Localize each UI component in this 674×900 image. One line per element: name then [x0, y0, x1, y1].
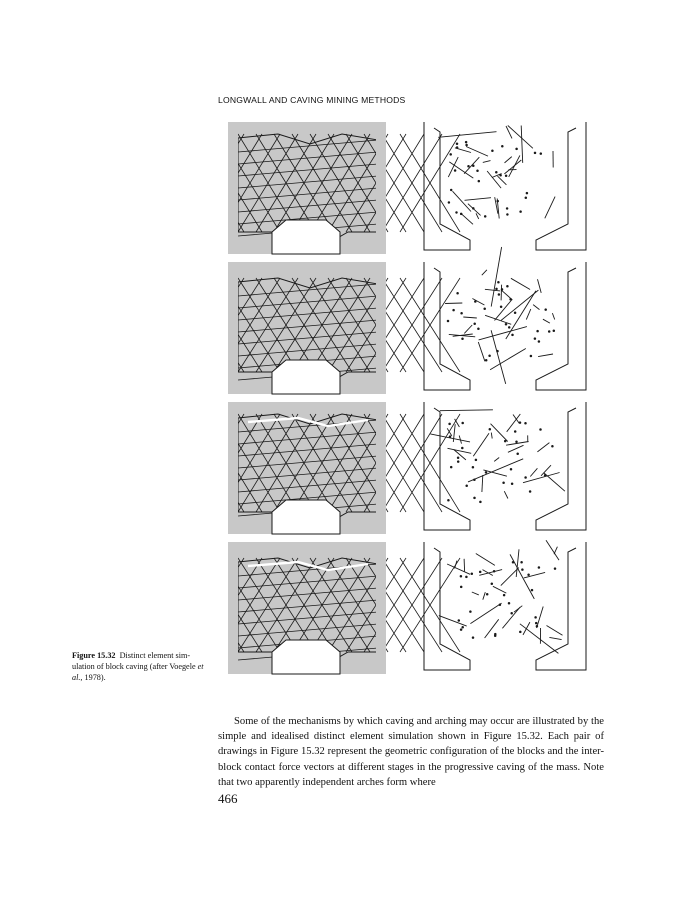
caption-text: Distinct element sim-ulation of block caving (after Voegele [72, 651, 196, 672]
panel-1-force-frame [424, 122, 586, 250]
running-head: LONGWALL AND CAVING MINING METHODS [218, 95, 406, 105]
panel-2-force-vectors [445, 247, 555, 384]
panel-3-left-wall [228, 402, 238, 534]
panel-3-draw-opening [272, 500, 340, 534]
panel-4-right-wall [376, 542, 386, 674]
panel-2-force-frame [424, 262, 586, 390]
panel-4-force-vectors [439, 540, 563, 653]
panel-2-left-wall [228, 262, 238, 394]
figure-label: Figure 15.32 [72, 651, 116, 660]
panel-1-draw-opening [272, 220, 340, 254]
caption-et-al: et al. [72, 662, 204, 683]
panel-1-right-wall [376, 122, 386, 254]
panel-3-force-vectors [430, 410, 565, 503]
page-number: 466 [218, 791, 238, 806]
panel-1-left-wall [228, 122, 238, 254]
panel-4-left-wall [228, 542, 238, 674]
distinct-element-figure [228, 122, 608, 690]
figure-15-32 [228, 122, 608, 690]
caption-year: , 1978). [80, 673, 106, 683]
panel-3-right-wall [376, 402, 386, 534]
body-paragraph: Some of the mechanisms by which caving and arching may occur are illustrated by the simple and idealised distinct element simulation shown in Figure 15.32. Each pair of drawings in Figure 15.32 represent the geometric configuration of the blocks and the inter-block contact force vectors at different stages in the progressive caving of the mass. Note that two apparently independent arches form where [218, 716, 604, 788]
panel-2-right-wall [376, 262, 386, 394]
panel-4-draw-opening [272, 640, 340, 674]
figure-caption [72, 650, 212, 684]
panel-2-draw-opening [272, 360, 340, 394]
panel-4-force-frame [424, 542, 586, 670]
